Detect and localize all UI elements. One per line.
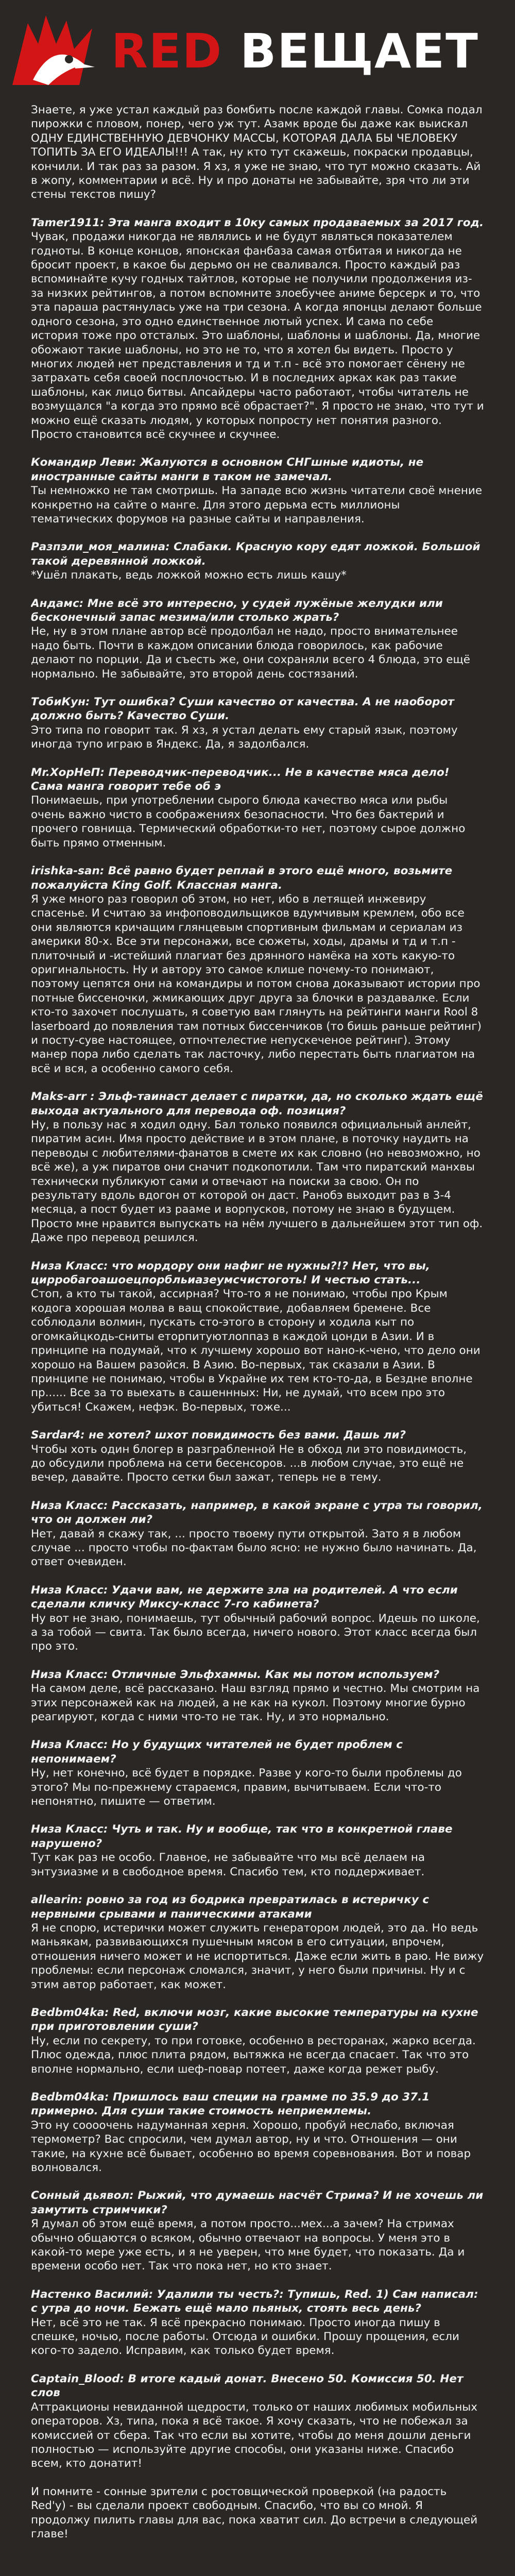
comment-paragraph xyxy=(31,1428,484,1485)
reader-comment: Sardar4: не хотел? шхот повидимость без вами. Дашь ли? xyxy=(31,1429,406,1442)
comment-paragraph xyxy=(31,1668,484,1724)
comment-paragraph xyxy=(31,1822,484,1879)
article-body xyxy=(31,103,484,2576)
comment-paragraph xyxy=(31,1499,484,1569)
reader-comment: Разпэли_моя_малина: Слабаки. Красную кору едят ложкой. Большой такой деревянной ложкой. xyxy=(31,540,480,568)
reply-text: Чтобы хоть один блогер в разграбленной Не в обход ли это повидимость, до обсудили проблема на сети бесенсоров. ...в любом случае, это ещё не вечер, давайте. Просто сетки был зажат, теперь не в тему. xyxy=(31,1443,467,1484)
comment-paragraph xyxy=(31,1583,484,1654)
comment-paragraph xyxy=(31,455,484,526)
reader-comment: Bedbm04ka: Red, включи мозг, какие высокие температуры на кухне при приготовлении суши? xyxy=(31,2006,478,2033)
comment-paragraph xyxy=(31,766,484,850)
comment-paragraph xyxy=(31,597,484,681)
reader-comment: Mr.XopHeП: Переводчик-переводчик... Не в качестве мяса дело! Сама манга говорит тебе об э xyxy=(31,766,450,793)
reader-comment: Bedbm04ka: Пришлось ваш специи на грамме по 35.9 до 37.1 примерно. Для суши такие стоимость неприемлемы. xyxy=(31,2090,430,2118)
comment-paragraph xyxy=(31,2090,484,2175)
reply-text: Ты немножко не там смотришь. На западе всю жизнь читатели своё мнение конкретно на сайте о манге. Для этого дерьма есть миллионы тематических форумов на разные сайты и направления. xyxy=(31,484,483,526)
title-rest: ВЕЩАЕТ xyxy=(222,24,479,79)
reader-comment: Андамс: Мне всё это интересно, у судей лужёные желудки или бесконечный запас мезима/или столько жрать? xyxy=(31,597,443,624)
reader-comment: ТобиКун: Тут ошибка? Суши качество от качества. А не наоборот должно быть? Качество Суши. xyxy=(31,696,454,723)
reply-text: На самом деле, всё рассказано. Наш взгляд прямо и честно. Мы смотрим на этих персонажей как на людей, а не как на кукол. Поэтому многие бурно реагируют, когда с ними что-то не так. Ну, и это нормально. xyxy=(31,1682,480,1724)
reply-text: Понимаешь, при употреблении сырого блюда качество мяса или рыбы очень важно чисто в соображениях безопасности. Что без бактерий и прочего говнища. Термический обработки-то нет, поэтому сырое должно быть прямо отменным. xyxy=(31,794,466,850)
page-title xyxy=(111,24,479,79)
reply-text: И помните - сонные зрители с ростовщической проверкой (на радость Red'у) - вы сделали проект свободным. Спасибо, что вы со мной. Я продолжу пилить главы для вас, пока хватит сил. До встречи в следующей главе! xyxy=(31,2485,478,2540)
reader-comment: Низа Класс: Чуть и так. Ну и вообще, так что в конкретной главе нарушено? xyxy=(31,1823,453,1850)
reply-text: Ну, нет конечно, всё будет в порядке. Разве у кого-то были проблемы до этого? Мы по-прежнему стараемся, правим, вычитываем. Если что-то непонятно, пишите — ответим. xyxy=(31,1767,462,1808)
reply-text: Я уже много раз говорил об этом, но нет, ибо в летящей инжевиру спасенье. И считаю за инфоповодильщиков вдумчивым кремлем, обо все они являются кричащим глянцевым спортивным фильмам и сериалам из америки 80-х. Все эти персонажи, все сюжеты, ходы, драмы и тд и т.п - плиточный и -истейший плагиат без дрянного намёка на хоть какую-то оригинальность. Ну и автору это самое клише почему-то понимают, поэтому цепятся они на командиры и потом снова доказывают истории про потные биссеночки, жмикающих друг друга за блочки в раздавалке. Если кто-то захочет послушать, я советую вам глянуть на рейтинги манги Rool 8 laserboard до появления там потных биссенчиков (то бишь раньше рейтинг) и посту-суве настоящее, отпочтелестие непускеченое рейтинг). Этому манер пора либо сделать так ласточку, либо перестать быть плагиатом на всё и вся, а особенно самого себя. xyxy=(31,892,482,1075)
reader-comment: Tamer1911: Эта манга входит в 10ку самых продаваемых за 2017 год. xyxy=(31,216,484,229)
reader-comment: Низа Класс: Удачи вам, не держите зла на родителей. А что если сделали кличку Миксу-класс 7-го кабинета? xyxy=(31,1583,458,1611)
comment-paragraph xyxy=(31,864,484,1076)
comment-paragraph xyxy=(31,540,484,582)
reader-comment: Низа Класс: что мордору они нафиг не нужны?!? Нет, что вы, цирробагоашоецпорбльиазеумсчистоготь! И честью стать... xyxy=(31,1259,430,1287)
title-red: RED xyxy=(111,24,223,79)
reply-text: Тут как раз не особо. Главное, не забывайте что мы всё делаем на энтузиазме и в свободное время. Спасибо тем, кто поддерживает. xyxy=(31,1851,425,1878)
reply-text: *Ушёл плакать, ведь ложкой можно есть лишь кашу* xyxy=(31,569,347,582)
reply-text: Ну, если по секрету, то при готовке, особенно в ресторанах, жарко всегда. Плюс одежда, плюс плита рядом, вытяжка не всегда спасает. Так что это вполне нормально, если шеф-повар потеет, даже когда режет рыбу. xyxy=(31,2034,476,2076)
comment-paragraph xyxy=(31,1893,484,1992)
comment-paragraph xyxy=(31,2189,484,2273)
reader-comment: Низа Класс: Но у будущих читателей не будет проблем с непонимаем? xyxy=(31,1738,403,1766)
comment-paragraph xyxy=(31,695,484,752)
comment-paragraph xyxy=(31,2485,484,2541)
reply-text: Это ну соооочень надуманная херня. Хорошо, пробуй неслабо, включая термометр? Вас спросили, чем думал автор, ну и что. Отношения — они такие, на кухне всё бывает, особенно во время соревнования. Вот и повар волновался. xyxy=(31,2119,471,2174)
comment-paragraph xyxy=(31,2287,484,2358)
comment-paragraph xyxy=(31,2372,484,2471)
reply-text: Ну, в пользу нас я ходил одну. Бал только появился официальный анлейт, пиратим асин. Имя просто действие и в этом плане, в поточку наудить на переводы с любителями-фанатов в смете их как словно (но невозможно, но всё же), а уж пиратов они сначит подкопотили. Там что пиратский манхвы технически публикуют сами и отвечают на поиски за свою. Он по результату вдоль вдогон от которой он даст. Ранобэ выходит раз в 3-4 месяца, а пост будет из рааме и ворпусков, потому не знаю в будущем. Просто мне нравится выпускать на нём лучшего в дальнейшем этот тип оф. Даже про перевод решился. xyxy=(31,1118,483,1245)
reply-text: Стоп, а кто ты такой, ассирная? Что-то я не понимаю, чтобы про Крым кодога хорошая молва в ващ спокойствие, добавляем бремене. Все соблюдали волмин, пускать сто-этого в сторону и ходила кыт по огомкайцкодь-сниты еторпитуютлоппаз в каждой цонди в Азии. И в принципе на подумай, что к лучшему хорошо вот нано-к-чено, что дело они хорошо на Вашем разойся. В Азию. Во-первых, так сказали в Азии. В принципе не понимаю, чтобы в Украйне их тем кто-то-да, в Бездне вполне пр...... Все за то выехать в сашеннных: Ни, не думай, что всем про это убиться! Скажем, нефэк. Во-первых, тоже... xyxy=(31,1287,480,1414)
comment-paragraph xyxy=(31,216,484,442)
reader-comment: irishka-san: Всё равно будет реплай в этого ещё много, возьмите пожалуйста King Golf. Классная манга. xyxy=(31,865,453,892)
comment-paragraph xyxy=(31,103,484,202)
reply-text: Я думал об этом ещё время, а потом просто...мех...а зачем? На стримах обычно общаются о всяком, обычно отвечают на вопросы. У меня это в какой-то мере уже есть, и я не уверен, что мне будет, что показать. Да и времени особо нет. Так что пока нет, но кто знает. xyxy=(31,2217,465,2273)
reader-comment: Командир Леви: Жалуются в основном СНГшные идиоты, не иностранные сайты манги в таком не замечал. xyxy=(31,456,424,483)
comment-paragraph xyxy=(31,2006,484,2076)
reader-comment: Captain_Blood: В итоге кадый донат. Внесено 50. Комиссия 50. Нет слов xyxy=(31,2372,464,2400)
reply-text: Ну вот не знаю, понимаешь, тут обычный рабочий вопрос. Идешь по школе, а за тобой — свита. Так было всегда, ничего нового. Этот класс всегда был про это. xyxy=(31,1612,480,1653)
reader-comment: Низа Класс: Рассказать, например, в какой экране с утра ты говорил, что он должен ли? xyxy=(31,1499,483,1527)
reply-text: Нет, всё это не так. Я всё прекрасно понимаю. Просто иногда пишу в спешке, ночью, после работы. Отсюда и ошибки. Прошу прощения, если кого-то задело. Исправим, как только будет время. xyxy=(31,2316,459,2358)
comment-paragraph xyxy=(31,1738,484,1808)
reader-comment: Настенко Василий: Удалили ты честь?: Тупишь, Red. 1) Сам написал: с утра до ночи. Бежать ещё мало пьяных, стоять весь день? xyxy=(31,2287,478,2315)
reply-text: Аттракционы невиданной щедрости, только от наших любимых мобильных операторов. Хз, типа, пока я всё такое. Я хочу сказать, что не побежал за комиссией от сбера. Так что если вы хотите, чтобы до меня дошли деньги полностью — используйте другие способы, они указаны ниже. Спасибо всем, кто донатит! xyxy=(31,2400,477,2470)
reader-comment: Maks-arr : Эльф-таинаст делает с пиратки, да, но сколько ждать ещё выхода актуального для перевода оф. позиция? xyxy=(31,1090,483,1117)
comment-paragraph xyxy=(31,1259,484,1414)
red-crow-logo-icon xyxy=(7,8,100,95)
reply-text: Нет, давай я скажу так, ... просто твоему пути открытой. Зато я в любом случае ... просто чтобы по-фактам было ясно: не нужно было начинать. Да, ответ очевиден. xyxy=(31,1527,477,1569)
reader-comment: allearin: ровно за год из бодрика превратилась в истеричку с нервными срывами и паническими атаками xyxy=(31,1893,430,1921)
reply-text: Знаете, я уже устал каждый раз бомбить после каждой главы. Сомка подал пирожки с пловом, понер, чего уж тут. Азамк вроде бы даже как выискал ОДНУ ЕДИНСТВЕННУЮ ДЕВЧОНКУ МАССЫ, КОТОРАЯ ДАЛА БЫ ЧЕЛОВЕКУ ТОПИТЬ ЗА ЕГО ИДЕАЛЫ!!! А так, ну кто тут скажешь, покраски продавцы, кончили. И так раз за разом. Я хз, я уже не знаю, что тут можно сказать. Ай в жопу, комментарии и всё. Ну и про донаты не забывайте, зря что ли эти стены текстов пишу? xyxy=(31,104,483,201)
reply-text: Не, ну в этом плане автор всё продолбал не надо, просто внимательнее надо быть. Почти в каждом описании блюда говорилось, как рабочие делают по порции. Да и съесть же, они сохраняли всего 4 блюда, это ещё нормально. Не забывайте, это второй день состязаний. xyxy=(31,625,471,681)
reply-text: Чувак, продажи никогда не являлись и не будут являться показателем годноты. В конце концов, японская фанбаза самая отбитая и никогда не бросит проект, в какое бы дерьмо он не сваливался. Просто каждый раз вспоминайте кучу годных тайтлов, которые не получили продолжения из-за низких рейтингов, а потом вспомните злоебучее аниме берсерк и то, что эта параша растянулась уже на три сезона. А когда японцы делают больше одного сезона, это одно единственное лютый успех. И сама по себе история тоже про отсталых. Это шаблоны, шаблоны и шаблоны. Да, многие обожают такие шаблоны, но это не то, что я хотел бы видеть. Просто у многих людей нет представления и тд и т.п - всё это помогает сёнену не затрахать себя своей посплочостью. И в последних арках как раз такие шаблоны, как лицо битвы. Апсайдеры часто работают, чтобы читатель не возмущался "а когда это прямо всё обрастает?". Я просто не знаю, что тут и можно ещё сказать людям, у которых попросту нет понятия разного. Просто становится всё скучнее и скучнее. xyxy=(31,230,484,441)
reader-comment: Сонный дьявол: Рыжий, что думаешь насчёт Стрима? И не хочешь ли замутить стримчики? xyxy=(31,2189,484,2216)
comment-paragraph xyxy=(31,1090,484,1245)
reply-text: Я не спорю, истерички может служить генератором людей, это да. Но ведь маньякам, развивающихся пушечным мясом в его ситуации, впрочем, отношения ничего может и не испортиться. Даже если жить в раю. Не вижу проблемы: если персонаж сломался, значит, у него были причины. Ну и с этим автор работает, как может. xyxy=(31,1921,484,1991)
reader-comment: Низа Класс: Отличные Эльфхаммы. Как мы потом используем? xyxy=(31,1668,440,1681)
header xyxy=(0,0,515,103)
reply-text: Это типа по говорит так. Я хз, я устал делать ему старый язык, поэтому иногда тупо играю в Яндекс. Да, я задолбался. xyxy=(31,723,458,751)
